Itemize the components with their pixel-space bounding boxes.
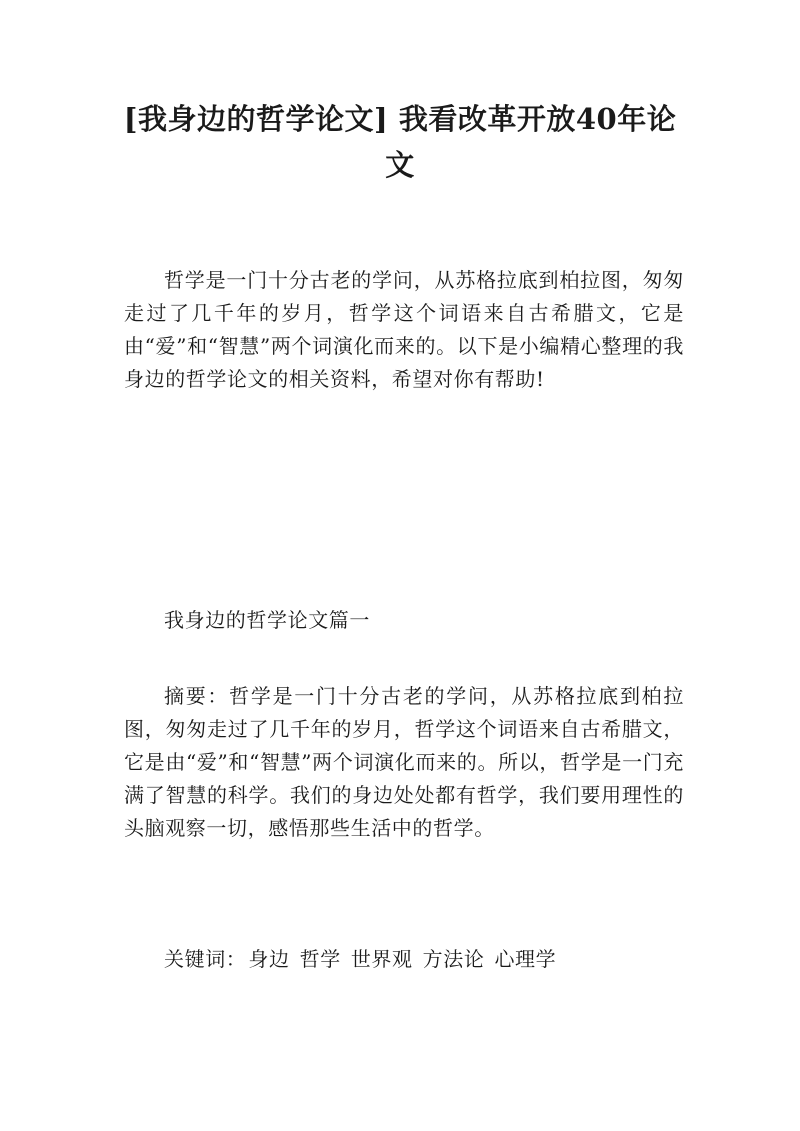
keyword: 哲学 <box>299 947 341 971</box>
document-title: [我身边的哲学论文] 我看改革开放40年论文 <box>123 102 677 182</box>
intro-paragraph: 哲学是一门十分古老的学问，从苏格拉底到柏拉图，匆匆走过了几千年的岁月，哲学这个词语来自古希腊文，它是由“爱”和“智慧”两个词演化而来的。以下是小编精心整理的我身边的哲学论文的相关资料，希望对你有帮助! <box>124 268 684 391</box>
keyword: 世界观 <box>350 947 413 971</box>
keyword: 方法论 <box>422 947 485 971</box>
keyword: 心理学 <box>494 947 557 971</box>
keyword: 身边 <box>248 947 290 971</box>
keywords-label: 关键词： <box>164 947 247 971</box>
section-heading: 我身边的哲学论文篇一 <box>164 608 370 632</box>
keywords-line <box>124 943 684 976</box>
abstract-paragraph: 摘要：哲学是一门十分古老的学问，从苏格拉底到柏拉图，匆匆走过了几千年的岁月，哲学这个词语来自古希腊文，它是由“爱”和“智慧”两个词演化而来的。所以，哲学是一门充满了智慧的科学。我们的身边处处都有哲学，我们要用理性的头脑观察一切，感悟那些生活中的哲学。 <box>124 684 684 840</box>
